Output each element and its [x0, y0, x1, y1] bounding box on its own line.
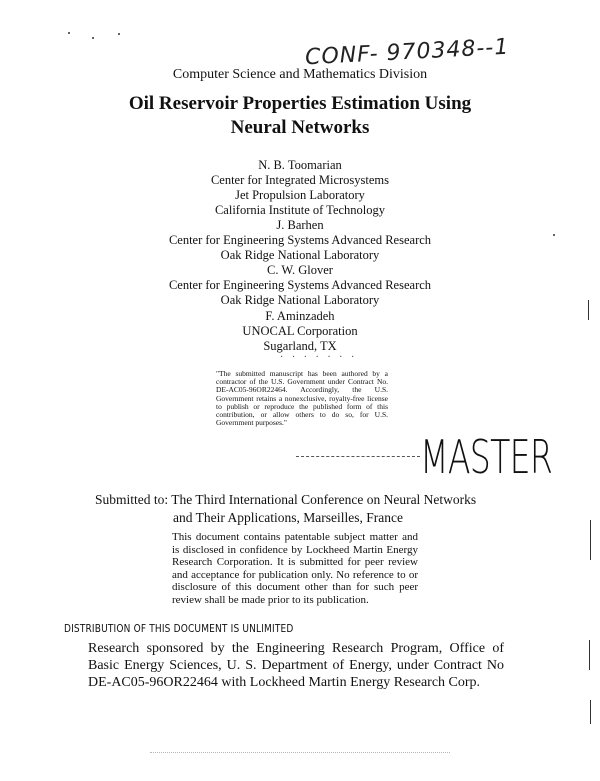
scan-speck: [92, 37, 94, 39]
patent-notice: This document contains patentable subject matter and is disclosed in confidence by Lockheed Martin Energy Research Corporation. It is submitted for peer review and acceptance for publication only. No reference to or disclosure of this document other than for such peer review shall be made prior to its publication.: [172, 531, 418, 606]
scan-speck: [118, 33, 120, 35]
author-name: J. Barhen: [276, 218, 324, 232]
scan-edge-mark: [590, 700, 591, 724]
master-stamp: MASTER: [420, 430, 553, 484]
author-name: C. W. Glover: [267, 263, 333, 277]
author-affiliation: Center for Engineering Systems Advanced Research: [168, 233, 432, 247]
author-affiliation: Oak Ridge National Laboratory: [220, 293, 380, 307]
author-block-aminzadeh: [0, 309, 600, 354]
scan-edge-mark: [589, 640, 590, 670]
scan-edge-mark: [590, 520, 591, 560]
author-affiliation: Oak Ridge National Laboratory: [220, 248, 380, 262]
author-block-barhen: [0, 218, 600, 263]
title-line-2: Neural Networks: [230, 117, 370, 138]
author-block-toomarian: [0, 158, 600, 218]
division-heading: Computer Science and Mathematics Division: [172, 67, 428, 82]
author-block-glover: [0, 263, 600, 308]
dotted-separator: · · · · · · ·: [280, 352, 358, 363]
dashed-rule: [296, 456, 420, 457]
author-affiliation: Sugarland, TX: [263, 339, 337, 353]
sponsorship-statement: Research sponsored by the Engineering Research Program, Office of Basic Energy Sciences, U. S. Department of Energy, under Contract No DE-AC05-96OR22464 with Lockheed Martin Energy Research Corp.: [88, 641, 504, 690]
title-line-1: Oil Reservoir Properties Estimation Using: [128, 93, 472, 114]
handwritten-conf-number: CONF- 970348--1: [304, 34, 510, 71]
author-affiliation: Center for Integrated Microsystems: [210, 173, 390, 187]
author-affiliation: California Institute of Technology: [214, 203, 386, 217]
author-name: N. B. Toomarian: [258, 158, 342, 172]
submitted-label: Submitted to:: [95, 492, 169, 507]
scan-speck: [68, 32, 70, 34]
distribution-stamp: DISTRIBUTION OF THIS DOCUMENT IS UNLIMITED: [64, 622, 294, 635]
author-name: F. Aminzadeh: [265, 309, 335, 323]
government-disclaimer: "The submitted manuscript has been authored by a contractor of the U.S. Government under Contract No. DE-AC05-96OR22464. Accordingly, the U.S. Government retains a nonexclusive, royalty-free license to publish or reproduce the published form of this contribution, or allow others to do so, for U.S. Government purposes.": [216, 369, 388, 428]
author-affiliation: Center for Engineering Systems Advanced Research: [168, 278, 432, 292]
submitted-line-2: and Their Applications, Marseilles, France: [173, 510, 403, 525]
submission-info: [95, 491, 535, 527]
author-affiliation: UNOCAL Corporation: [242, 324, 358, 338]
scan-noise: [150, 752, 450, 767]
submitted-line-1: The Third International Conference on Neural Networks: [171, 492, 477, 507]
paper-title: [0, 92, 600, 140]
author-affiliation: Jet Propulsion Laboratory: [235, 188, 365, 202]
